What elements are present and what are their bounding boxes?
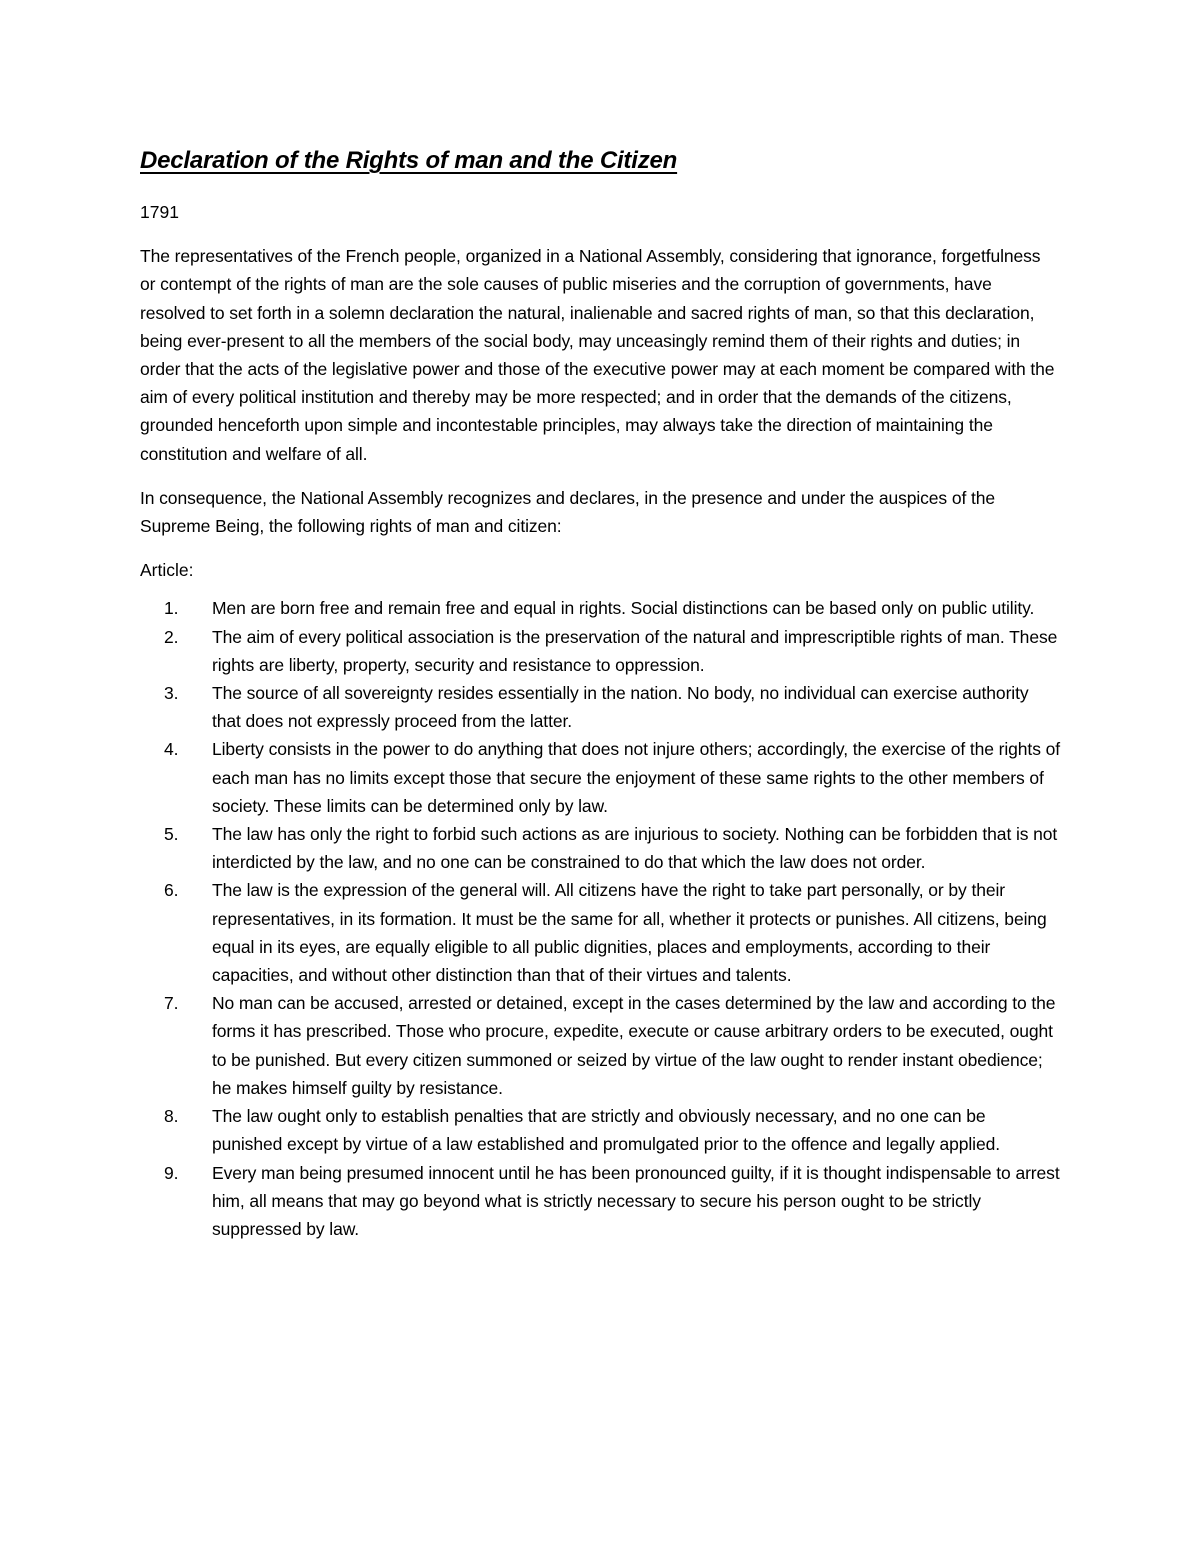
articles-list [140,594,1060,1243]
document-year: 1791 [140,202,179,222]
document-page [140,142,1060,1243]
article-number: 6. [164,880,179,901]
article-item [140,735,1060,820]
article-text: The law is the expression of the general will. All citizens have the right to take part personally, or by their representatives, in its formation. It must be the same for all, whether it protects or punishes. All citizens, being equal in its eyes, are equally eligible to all public dignities, places and employments, according to their capacities, and without other distinction than that of their virtues and talents. [212,880,1047,986]
article-number: 9. [164,1162,179,1183]
article-number: 4. [164,739,179,760]
preamble-paragraph: The representatives of the French people, organized in a National Assembly, considering that ignorance, forgetfulness or contempt of the rights of man are the sole causes of public miseries and the corruption of governments, have resolved to set forth in a solemn declaration the natural, inalienable and sacred rights of man, so that this declaration, being ever-present to all the members of the social body, may unceasingly remind them of their rights and duties; in order that the acts of the legislative power and those of the executive power may at each moment be compared with the aim of every political institution and thereby may be more respected; and in order that the demands of the citizens, grounded henceforth upon simple and incontestable principles, may always take the direction of maintaining the constitution and welfare of all. [140,246,1055,464]
article-item [140,820,1060,876]
article-number: 5. [164,824,179,845]
article-item [140,679,1060,735]
article-text: The law ought only to establish penalties that are strictly and obviously necessary, and no one can be punished except by virtue of a law established and promulgated prior to the offence and legally applied. [212,1106,1000,1155]
article-number: 1. [164,598,179,619]
article-number: 2. [164,626,179,647]
article-item [140,1102,1060,1158]
article-item [140,594,1060,622]
article-text: The aim of every political association is the preservation of the natural and imprescriptible rights of man. These rights are liberty, property, security and resistance to oppression. [212,626,1058,675]
article-text: Men are born free and remain free and equal in rights. Social distinctions can be based only on public utility. [212,598,1035,619]
consequence-paragraph: In consequence, the National Assembly recognizes and declares, in the presence and under the auspices of the Supreme Being, the following rights of man and citizen: [140,487,996,537]
document-title: Declaration of the Rights of man and the Citizen [140,147,678,174]
article-number: 3. [164,683,179,704]
article-item [140,623,1060,679]
article-text: The law has only the right to forbid such actions as are injurious to society. Nothing can be forbidden that is not interdicted by the law, and no one can be constrained to do that which the law does not order. [212,824,1058,873]
article-number: 7. [164,993,179,1014]
article-text: Every man being presumed innocent until he has been pronounced guilty, if it is thought indispensable to arrest him, all means that may go beyond what is strictly necessary to secure his person ought to be strictly suppressed by law. [212,1162,1060,1239]
article-label: Article: [140,560,194,581]
article-number: 8. [164,1106,179,1127]
article-text: Liberty consists in the power to do anything that does not injure others; accordingly, the exercise of the rights of each man has no limits except those that secure the enjoyment of these same rights to the other members of society. These limits can be determined only by law. [212,739,1061,816]
article-text: The source of all sovereignty resides essentially in the nation. No body, no individual can exercise authority that does not expressly proceed from the latter. [212,683,1029,732]
article-item [140,1159,1060,1244]
article-text: No man can be accused, arrested or detained, except in the cases determined by the law and according to the forms it has prescribed. Those who procure, expedite, execute or cause arbitrary orders to be executed, ought to be punished. But every citizen summoned or seized by virtue of the law ought to render instant obedience; he makes himself guilty by resistance. [212,993,1056,1098]
article-item [140,989,1060,1102]
article-item [140,876,1060,989]
